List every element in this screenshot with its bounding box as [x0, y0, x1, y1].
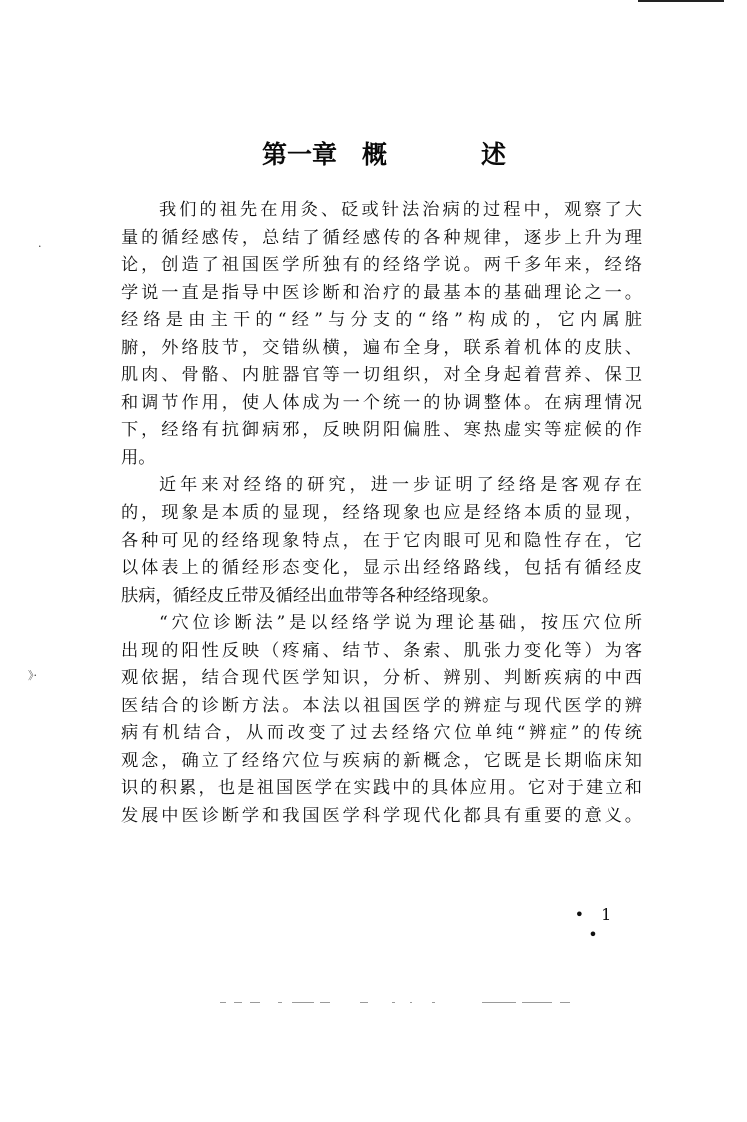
text-line: 近年来对经络的研究，进一步证明了经络是客观存在: [159, 475, 642, 496]
chapter-title: [0, 140, 747, 170]
text-line: 肤病，循经皮丘带及循经出血带等各种经络现象。: [121, 585, 500, 606]
margin-mark-scan-artifact: 》·: [28, 669, 37, 682]
text-line: 病有机结合，从而改变了过去经络穴位单纯“辨症”的传统: [121, 723, 642, 744]
text-line: 学说一直是指导中医诊断和治疗的最基本的基础理论之一。: [121, 282, 642, 303]
chapter-number: 第一章: [262, 140, 338, 169]
body-text: [121, 197, 642, 831]
text-line: 肌肉、骨骼、内脏器官等一切组织，对全身起着营养、保卫: [121, 365, 642, 386]
text-line: 观依据，结合现代医学知识，分析、辨别、判断疾病的中西: [121, 668, 642, 689]
text-line: 的，现象是本质的显现，经络现象也应是经络本质的显现，: [121, 503, 642, 524]
text-line: 用。: [121, 447, 156, 468]
text-line: 腑，外络肢节，交错纵横，遍布全身，联系着机体的皮肤、: [121, 337, 642, 358]
text-line: 以体表上的循经形态变化，显示出经络路线，包括有循经皮: [121, 558, 642, 579]
chapter-title-word-2: 述: [481, 140, 507, 169]
text-line: 和调节作用，使人体成为一个统一的协调整体。在病理情况: [121, 392, 642, 413]
text-line: 我们的祖先在用灸、砭或针法治病的过程中，观察了大: [159, 200, 642, 220]
top-edge-rule: [638, 0, 724, 2]
bleed-through-artifact: [220, 999, 590, 1007]
text-line: 识的积累，也是祖国医学在实践中的具体应用。它对于建立和: [121, 778, 642, 799]
chapter-title-word-1: 概: [362, 140, 388, 169]
text-line: 观念，确立了经络穴位与疾病的新概念，它既是长期临床知: [121, 750, 642, 771]
text-line: 论，创造了祖国医学所独有的经络学说。两千多年来，经络: [121, 255, 642, 276]
page-number: • 1 •: [574, 905, 618, 944]
text-line: 出现的阳性反映（疼痛、结节、条索、肌张力变化等）为客: [121, 640, 642, 661]
text-line: 发展中医诊断学和我国医学科学现代化都具有重要的意义。: [121, 806, 642, 827]
text-line: 量的循经感传，总结了循经感传的各种规律，逐步上升为理: [121, 227, 642, 248]
text-line: 经络是由主干的“经”与分支的“络”构成的，它内属脏: [121, 310, 642, 331]
text-line: 下，经络有抗御病邪，反映阴阳偏胜、寒热虚实等症候的作: [121, 420, 642, 441]
text-line: “穴位诊断法”是以经络学说为理论基础，按压穴位所: [159, 613, 642, 634]
margin-mark-dot: .: [38, 237, 42, 250]
text-line: 各种可见的经络现象特点，在于它肉眼可见和隐性存在，它: [121, 530, 642, 551]
text-line: 医结合的诊断方法。本法以祖国医学的辨症与现代医学的辨: [121, 695, 642, 716]
